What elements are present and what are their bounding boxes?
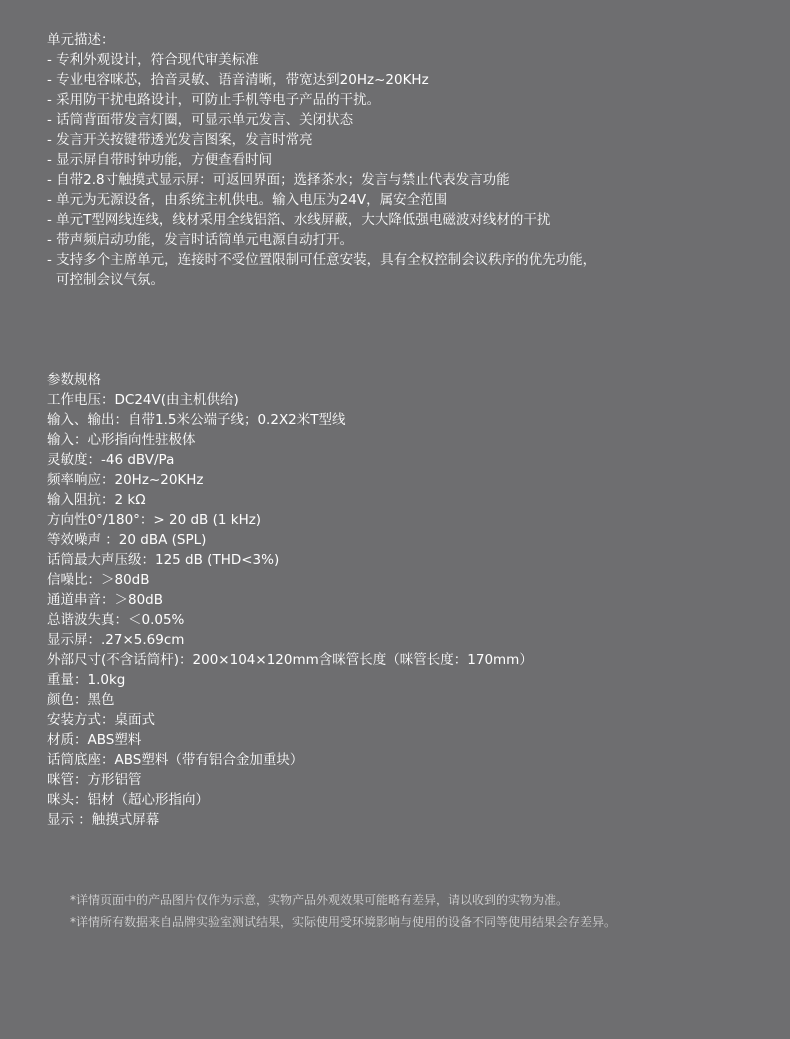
description-item: - 话筒背面带发言灯圈，可显示单元发言、关闭状态	[47, 112, 354, 128]
specifications-section	[47, 370, 747, 830]
spec-item: 等效噪声 ：20 dBA (SPL)	[47, 532, 207, 548]
description-item-continuation: 可控制会议气氛。	[56, 272, 164, 288]
specifications-heading: 参数规格	[47, 372, 101, 388]
description-item: - 带声频启动功能，发言时话筒单元电源自动打开。	[47, 232, 354, 248]
description-item: - 单元为无源设备，由系统主机供电。输入电压为24V，属安全范围	[47, 192, 448, 208]
spec-item: 方向性0°/180°：> 20 dB (1 kHz)	[47, 512, 262, 528]
spec-item: 咪管：方形铝管	[47, 772, 142, 788]
unit-description-heading: 单元描述：	[47, 32, 115, 48]
spec-item: 显示 ：触摸式屏幕	[47, 812, 160, 828]
spec-item: 总谐波失真：＜0.05%	[47, 612, 185, 628]
spec-item: 灵敏度：-46 dBV/Pa	[47, 452, 175, 468]
description-item: - 采用防干扰电路设计，可防止手机等电子产品的干扰。	[47, 92, 381, 108]
description-item: - 自带2.8寸触摸式显示屏：可返回界面；选择茶水；发言与禁止代表发言功能	[47, 172, 510, 188]
spec-item: 话筒最大声压级：125 dB (THD<3%)	[47, 552, 280, 568]
spec-item: 材质：ABS塑料	[47, 732, 142, 748]
spec-item: 安装方式：桌面式	[47, 712, 155, 728]
disclaimer-note: *详情所有数据来自品牌实验室测试结果，实际使用受环境影响与使用的设备不同等使用结果会存差异。	[70, 915, 617, 929]
spec-item: 输入阻抗：2 kΩ	[47, 492, 146, 508]
spec-item: 咪头：铝材（超心形指向）	[47, 792, 209, 808]
disclaimer-note: *详情页面中的产品图片仅作为示意，实物产品外观效果可能略有差异，请以收到的实物为准。	[70, 893, 569, 907]
spec-item: 重量：1.0kg	[47, 672, 126, 688]
spec-item: 输入：心形指向性驻极体	[47, 432, 196, 448]
spec-item: 外部尺寸(不含话筒杆)：200×104×120mm含咪管长度（咪管长度：170mm）	[47, 652, 533, 668]
spec-item: 通道串音：＞80dB	[47, 592, 164, 608]
description-item: - 显示屏自带时钟功能，方便查看时间	[47, 152, 273, 168]
spec-item: 颜色：黑色	[47, 692, 115, 708]
description-item: - 专业电容咪芯，拾音灵敏、语音清晰，带宽达到20Hz~20KHz	[47, 72, 429, 88]
description-item: - 单元T型网线连线，线材采用全线铝箔、水线屏蔽，大大降低强电磁波对线材的干扰	[47, 212, 551, 228]
description-item: - 发言开关按键带透光发言图案，发言时常亮	[47, 132, 313, 148]
unit-description-section	[47, 30, 747, 290]
spec-item: 信噪比：＞80dB	[47, 572, 150, 588]
disclaimer-notes	[70, 889, 760, 933]
spec-item: 显示屏：.27×5.69cm	[47, 632, 185, 648]
description-item: - 支持多个主席单元，连接时不受位置限制可任意安装，具有全权控制会议秩序的优先功能，	[47, 252, 597, 268]
spec-item: 工作电压：DC24V(由主机供给)	[47, 392, 239, 408]
spec-item: 输入、输出：自带1.5米公端子线；0.2X2米T型线	[47, 412, 346, 428]
description-item: - 专利外观设计，符合现代审美标准	[47, 52, 259, 68]
spec-item: 话筒底座：ABS塑料（带有铝合金加重块）	[47, 752, 304, 768]
spec-item: 频率响应：20Hz~20KHz	[47, 472, 204, 488]
